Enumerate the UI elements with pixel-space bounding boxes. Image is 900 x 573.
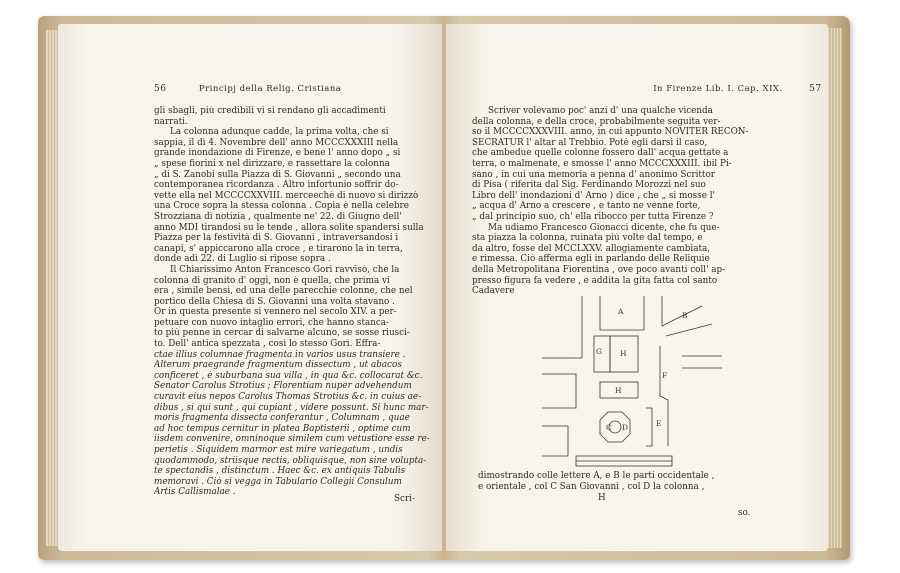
- text-line: sappia, il dì 4. Novembre dell' anno MCCCXXXIII nella: [154, 137, 399, 148]
- text-line: e rimessa. Ciò afferma egli in parlando delle Reliquie: [472, 254, 710, 265]
- text-line: gli sbagli, più credibili vi si rendano gli accadimenti: [154, 106, 386, 116]
- right-page-text: [472, 106, 752, 297]
- text-line: Strozziana di notizia , qualmente ne' 22. di Giugno dell': [154, 211, 402, 222]
- text-line: narrati.: [154, 116, 188, 127]
- left-page: [58, 24, 442, 551]
- text-line: te spectandis , distinctum . Haec &c. ex antiquis Tabulis: [154, 466, 406, 477]
- text-line: La colonna adunque cadde, la prima volta, che si: [170, 127, 389, 138]
- text-line: to. Dell' antica spezzata , così lo stesso Gori. Effra-: [154, 339, 381, 350]
- text-line: Or in questa presente si vennero nel secolo XIV. a per-: [154, 307, 397, 318]
- text-line: Ma udiamo Francesco Gionacci dicente, che fu que-: [488, 222, 720, 233]
- text-line: vette ella nel MCCCCXXVIII. merceeché di nuovo si dirizzò: [154, 190, 419, 201]
- text-line: quodammodo, striisque rectis, obliquisque, non sine volupta-: [154, 455, 427, 466]
- left-catchword: Scri-: [394, 494, 415, 504]
- text-line: terra, o malmenate, e smosse l' anno MCCCXXXIII. ibil Pi-: [472, 158, 732, 169]
- text-line: sano , in cui una memoria a penna d' anonimo Scrittor: [472, 169, 715, 180]
- map-label-h: H: [620, 349, 627, 358]
- left-page-number: 56: [154, 84, 167, 94]
- text-line: Libro dell' inondazioni d' Arno ) dice , che „ si mosse l': [472, 190, 715, 201]
- text-line: portico della Chiesa di S. Giovanni una volta stavano .: [154, 296, 395, 307]
- map-label-c: C: [606, 423, 612, 432]
- map-label-e: E: [656, 419, 662, 428]
- text-line: „ acqua d' Arno a crescere , e tanto ne venne forte,: [472, 201, 701, 212]
- text-line: conficeret , è suburbana sua villa , in qua &c. collocarat &c.: [154, 370, 423, 381]
- text-line: donde adì 22. di Luglio si ripose sopra .: [154, 254, 331, 265]
- text-line: curavit eius nepos Carolus Thomas Strotius &c. in cuius ae-: [154, 392, 422, 403]
- text-line: ctae illius columnae fragmenta in varios usus transiere .: [154, 349, 406, 360]
- text-line: contemporanea ricordanza . Altro infortunio soffrir do-: [154, 180, 399, 191]
- right-running-head: [472, 84, 822, 94]
- text-line: ad hoc tempus cernitur in platea Baptisterii , optime cum: [154, 423, 411, 434]
- caption-line: H: [598, 493, 606, 503]
- right-catchword: so.: [738, 508, 751, 518]
- map-label-d: D: [622, 423, 629, 432]
- piazza-plan-figure: [542, 296, 722, 476]
- text-line: anno MDI tirandosi su le tende , allora solite spandersi sulla: [154, 222, 424, 233]
- right-page: [446, 24, 828, 551]
- text-line: sta piazza la colonna, ruinata più volte dal tempo, e: [472, 233, 703, 244]
- text-line: che ambedue quelle colonne fossero dall' acqua gettate a: [472, 148, 729, 159]
- text-line: Alterum praegrande fragmentum dissectum , ut abacos: [154, 360, 402, 371]
- text-line: to più penne in cercar di salvarne alcuno, se sosse riusci-: [154, 328, 410, 339]
- text-line: Cadavere: [472, 286, 515, 297]
- text-line: moris fragmenta dissecta conferantur , Columnam , quae: [154, 413, 410, 424]
- left-page-text: [154, 106, 430, 498]
- text-line: petuare con nuovo intaglio errori, che hanno stanca-: [154, 317, 390, 328]
- text-line: della Metropolitana Fiorentina , ove poco avanti coll' ap-: [472, 264, 726, 275]
- text-line: memoravi . Ciò si vegga in Tabulario Collegii Consulum: [154, 476, 402, 487]
- map-label-g: G: [596, 347, 602, 356]
- text-line: era , simile bensì, ed una delle parecchie colonne, che nel: [154, 286, 413, 297]
- text-line: Scriver volevamo poc' anzi d' una qualche vicenda: [488, 106, 713, 116]
- caption-line: dimostrando colle lettere A, e B le parti occidentale ,: [478, 471, 715, 481]
- caption-text: [478, 471, 778, 504]
- text-line: perietis . Siquidem marmor est mire variegatum , undis: [154, 445, 403, 455]
- text-line: Artis Callismalae .: [154, 487, 236, 498]
- map-label-h2: H: [615, 386, 622, 395]
- text-line: presso figura fa vedere , e addita la gita fatta col santo: [472, 275, 718, 286]
- text-line: colonna di granito d' oggi, non è quella, che prima vi: [154, 275, 390, 286]
- map-label-a: A: [618, 307, 624, 316]
- page-edges-right: [826, 28, 842, 548]
- text-line: Il Chiarissimo Anton Francesco Gori ravvisò, che la: [170, 264, 400, 275]
- text-line: „ dal principio suo, ch' ella ribocco per tutta Firenze ?: [472, 211, 714, 222]
- text-line: „ spese fiorini x nel dirizzare, e rassettare la colonna: [154, 158, 390, 169]
- right-page-number: 57: [809, 84, 822, 94]
- text-line: iisdem convenire, omninoque similem cum vetustiore esse re-: [154, 434, 430, 445]
- text-line: Senator Carolus Strotius ; Florentiam nuper advehendum: [154, 381, 412, 392]
- piazza-plan-svg: [542, 296, 722, 476]
- text-line: Piazza per la festività di S. Giovanni , intraversandosi i: [154, 233, 399, 244]
- text-line: SECRATUR l' altar al Trebbio. Potè egli darsi il caso,: [472, 137, 708, 148]
- text-line: da altro, fosse del MCCLXXV. allogiamente cambiata,: [472, 243, 711, 254]
- text-line: „ di S. Zanobi sulla Piazza di S. Giovanni „ secondo una: [154, 169, 401, 180]
- text-line: dibus , si qui sunt , qui cupiant , videre possunt. Si hunc mar-: [154, 402, 429, 413]
- text-line: della colonna, e della croce, probabilmente seguita ver-: [472, 116, 721, 127]
- text-line: so il MCCCCXXXVIII. anno, in cui appunto NOVITER RECON-: [472, 127, 749, 138]
- text-line: una Croce sopra la stessa colonna . Copia è nella celebre: [154, 201, 409, 212]
- right-running-title: In Firenze Lib. I. Cap. XIX.: [653, 84, 783, 94]
- caption-line: e orientale , col C San Giovanni , col D la colonna ,: [478, 482, 705, 492]
- open-book: [38, 16, 850, 560]
- left-running-head: [154, 84, 341, 94]
- text-line: grande inondazione di Firenze, e bene l' anno dopo „ si: [154, 148, 401, 159]
- map-label-b: B: [682, 311, 688, 320]
- left-running-title: Principj della Relig. Cristiana: [198, 84, 342, 94]
- text-line: canapi, s' appiccarono alla croce , e tirarono la in terra,: [154, 243, 403, 254]
- text-line: di Pisa ( riferita dal Sig. Ferdinando Morozzi nel suo: [472, 180, 706, 191]
- map-label-f: F: [662, 371, 668, 380]
